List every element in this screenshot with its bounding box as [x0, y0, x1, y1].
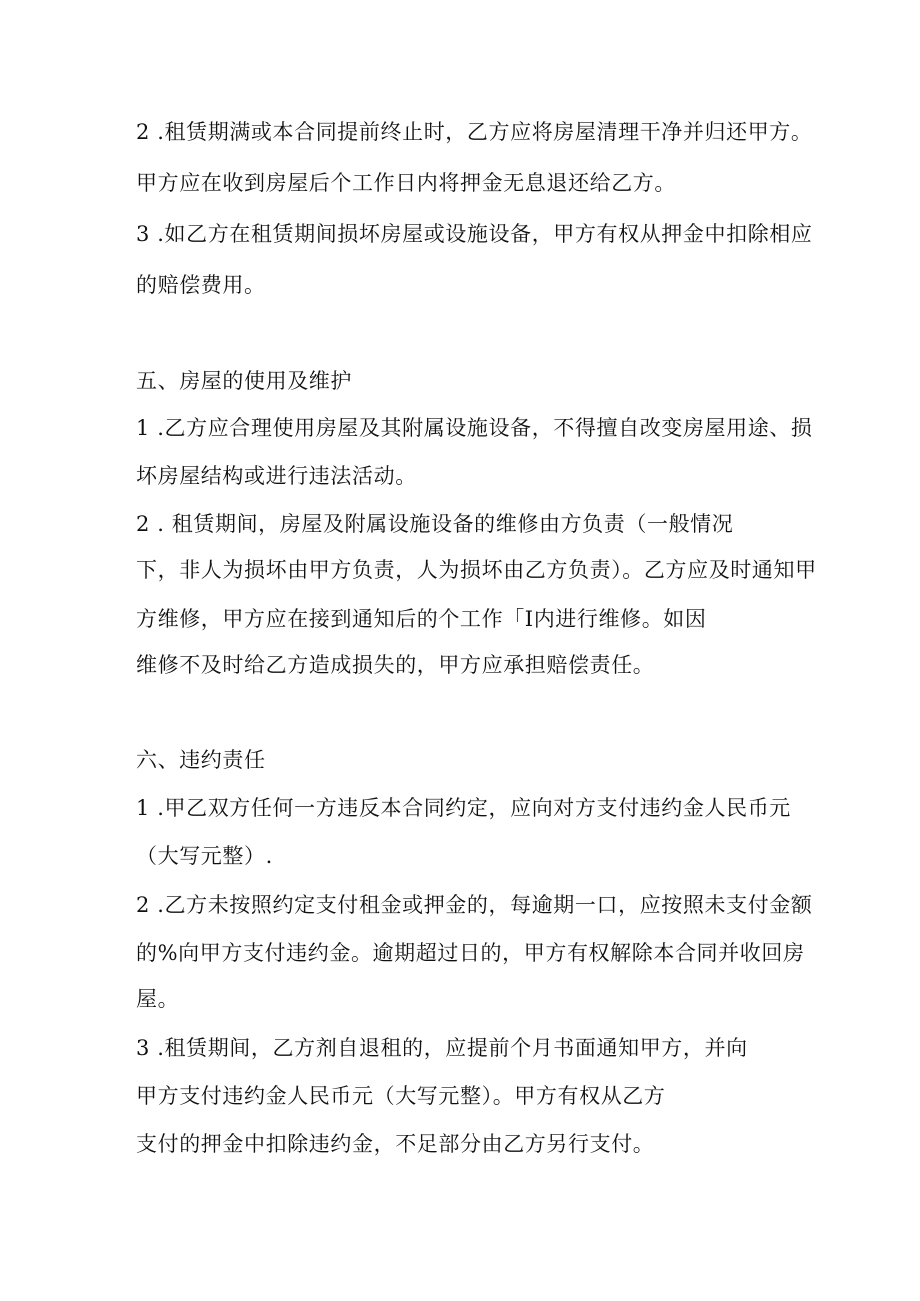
- paragraph-line: （大写元整）.: [136, 844, 273, 868]
- paragraph-line: 2 .乙方未按照约定支付租金或押金的，每逾期一口，应按照未支付金额: [136, 893, 813, 917]
- paragraph-line: 的%向甲方支付违约金。逾期超过日的，甲方有权解除本合同并收回房: [136, 941, 805, 965]
- paragraph-line: 屋。: [136, 987, 180, 1011]
- paragraph-line: 1 .甲乙双方任何一方违反本合同约定，应向对方支付违约金人民币元: [136, 796, 791, 820]
- paragraph-line: 方维修，甲方应在接到通知后的个工作「I内进行维修。如因: [136, 607, 707, 631]
- paragraph-line: 3 .租赁期间，乙方剂自退租的，应提前个月书面通知甲方，并向: [136, 1036, 748, 1060]
- paragraph-line: 支付的押金中扣除违约金，不足部分由乙方另行支付。: [136, 1132, 655, 1156]
- paragraph-line: 维修不及时给乙方造成损失的，甲方应承担赔偿责任。: [136, 653, 655, 677]
- paragraph-line: 1 .乙方应合理使用房屋及其附属设施设备，不得擅自改变房屋用途、损: [136, 416, 813, 440]
- paragraph-line: 2 .租赁期满或本合同提前终止时，乙方应将房屋清理干净并归还甲方。: [136, 120, 813, 144]
- paragraph-line: 下，非人为损坏由甲方负责，人为损坏由乙方负责）。乙方应及时通知甲: [136, 558, 817, 582]
- paragraph-line: 甲方支付违约金人民币元（大写元整）。甲方有权从乙方: [136, 1084, 666, 1108]
- section-heading: 五、房屋的使用及维护: [136, 369, 352, 393]
- paragraph-line: 坏房屋结构或进行违法活动。: [136, 464, 417, 488]
- paragraph-line: 3 .如乙方在租赁期间损坏房屋或设施设备，甲方有权从押金中扣除相应: [136, 222, 813, 246]
- paragraph-line: 2 . 租赁期间，房屋及附属设施设备的维修由方负责（一般情况: [136, 512, 734, 536]
- paragraph-line: 的赔偿费用。: [136, 273, 266, 297]
- paragraph-line: 甲方应在收到房屋后个工作日内将押金无息退还给乙方。: [136, 171, 676, 195]
- section-heading: 六、违约责任: [136, 748, 266, 772]
